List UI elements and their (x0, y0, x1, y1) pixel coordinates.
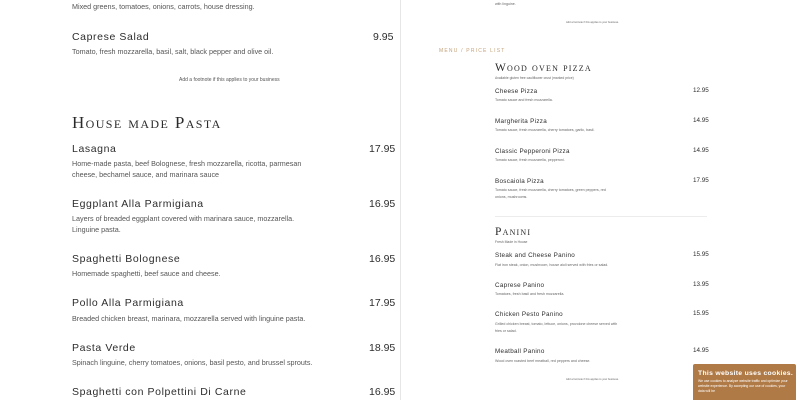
item-desc-spaghetti-bolognese: Homemade spaghetti, beef sauce and cheese. (72, 269, 221, 278)
item-name-pasta-verde: Pasta Verde (72, 342, 136, 354)
right-top-fragment: with linguine. (495, 2, 516, 6)
footnote: Add a footnote if this applies to your business (179, 77, 280, 83)
item-desc-cheese-pizza: Tomato sauce and fresh mozzarella. (495, 98, 553, 102)
right-top-footnote: Add a footnote if this applies to your business. (566, 21, 619, 24)
item-price-lasagna: 17.95 (369, 143, 396, 155)
panini-subtitle: Fresh Made in House (495, 240, 528, 244)
item-desc-pollo-parmigiana: Breaded chicken breast, marinara, mozzarella served with linguine pasta. (72, 314, 306, 323)
item-price-pasta-verde: 18.95 (369, 342, 396, 354)
item-price-caprese-salad: 9.95 (373, 31, 394, 43)
item-desc-classic-pepperoni-pizza: Tomato sauce, fresh mozzarella, pepperoni. (495, 158, 565, 162)
item-name-chicken-pesto-panino: Chicken Pesto Panino (495, 311, 563, 318)
item-price-caprese-panino: 13.95 (693, 281, 709, 288)
item-price-pollo-parmigiana: 17.95 (369, 297, 396, 309)
item-name-eggplant-parmigiana: Eggplant Alla Parmigiana (72, 198, 204, 210)
item-name-steak-cheese-panino: Steak and Cheese Panino (495, 252, 576, 259)
item-desc-steak-cheese-panino: Flat iron steak, onion, mushroom, house aioli served with fries or salad. (495, 263, 609, 267)
item-name-lasagna: Lasagna (72, 143, 117, 155)
item-desc-eggplant-parmigiana-2: Linguine pasta. (72, 225, 121, 234)
pizza-subtitle: Available gluten free cauliflower crust (marked price) (495, 76, 574, 80)
item-price-steak-cheese-panino: 15.95 (693, 251, 709, 258)
item-price-spaghetti-bolognese: 16.95 (369, 253, 396, 265)
item-desc-lasagna-2: cheese, bechamel sauce, and marinara sauce (72, 170, 220, 179)
item-name-margherita-pizza: Margherita Pizza (495, 118, 548, 125)
item-desc-caprese-salad: Tomato, fresh mozzarella, basil, salt, black pepper and olive oil. (72, 47, 274, 56)
item-desc-chicken-pesto-panino-2: fries or salad. (495, 329, 517, 333)
page-divider (400, 0, 401, 400)
item-price-cheese-pizza: 12.95 (693, 87, 709, 94)
cookie-consent-banner[interactable] (693, 364, 796, 400)
item-name-caprese-panino: Caprese Panino (495, 282, 545, 289)
item-desc-meatball-panino: Wood oven roasted beef meatball, red peppers and cheese. (495, 359, 591, 363)
section-title-house-made-pasta: House made Pasta (72, 113, 222, 132)
item-name-caprese-salad: Caprese Salad (72, 31, 150, 43)
item-name-spaghetti-polpettini: Spaghetti con Polpettini Di Carne (72, 386, 247, 398)
item-desc-chicken-pesto-panino: Grilled chicken breast, tomato, lettuce, onions, provolone cheese served with (495, 322, 618, 326)
section-title-wood-oven-pizza: Wood oven pizza (495, 62, 592, 74)
item-desc-margherita-pizza: Tomato sauce, fresh mozzarella, cherry tomatoes, garlic, basil. (495, 128, 595, 132)
item-desc-boscaiola-pizza-2: onions, mushrooms. (495, 195, 528, 199)
item-price-spaghetti-polpettini: 16.95 (369, 386, 396, 398)
item-price-boscaiola-pizza: 17.95 (693, 177, 709, 184)
item-desc-eggplant-parmigiana: Layers of breaded eggplant covered with marinara sauce, mozzarella. (72, 214, 295, 223)
item-price-margherita-pizza: 14.95 (693, 117, 709, 124)
section-divider (495, 216, 707, 217)
item-price-meatball-panino: 14.95 (693, 347, 709, 354)
cookie-banner-title: This website uses cookies. (698, 370, 794, 377)
salad-description-fragment: Mixed greens, tomatoes, onions, carrots, house dressing. (72, 2, 255, 11)
item-name-meatball-panino: Meatball Panino (495, 348, 545, 355)
item-price-classic-pepperoni-pizza: 14.95 (693, 147, 709, 154)
cookie-banner-text: We use cookies to analyze website traffic and optimize your website experience. By accepting our use of cookies, your data will be (698, 379, 788, 393)
panini-footnote: Add a footnote if this applies to your business. (566, 378, 619, 381)
item-price-chicken-pesto-panino: 15.95 (693, 310, 709, 317)
menu-price-list-label: MENU / PRICE LIST (439, 48, 506, 54)
item-desc-lasagna: Home-made pasta, beef Bolognese, fresh mozzarella, ricotta, parmesan (72, 159, 302, 168)
item-name-boscaiola-pizza: Boscaiola Pizza (495, 178, 544, 185)
item-name-spaghetti-bolognese: Spaghetti Bolognese (72, 253, 181, 265)
item-name-cheese-pizza: Cheese Pizza (495, 88, 538, 95)
item-desc-caprese-panino: Tomatoes, fresh basil and fresh mozzarella. (495, 292, 565, 296)
item-desc-pasta-verde: Spinach linguine, cherry tomatoes, onions, basil pesto, and brussel sprouts. (72, 358, 313, 367)
item-price-eggplant-parmigiana: 16.95 (369, 198, 396, 210)
item-name-classic-pepperoni-pizza: Classic Pepperoni Pizza (495, 148, 570, 155)
section-title-panini: Panini (495, 226, 532, 238)
item-desc-boscaiola-pizza: Tomato sauce, fresh mozzarella, cherry tomatoes, green peppers, red (495, 188, 606, 192)
item-name-pollo-parmigiana: Pollo Alla Parmigiana (72, 297, 184, 309)
